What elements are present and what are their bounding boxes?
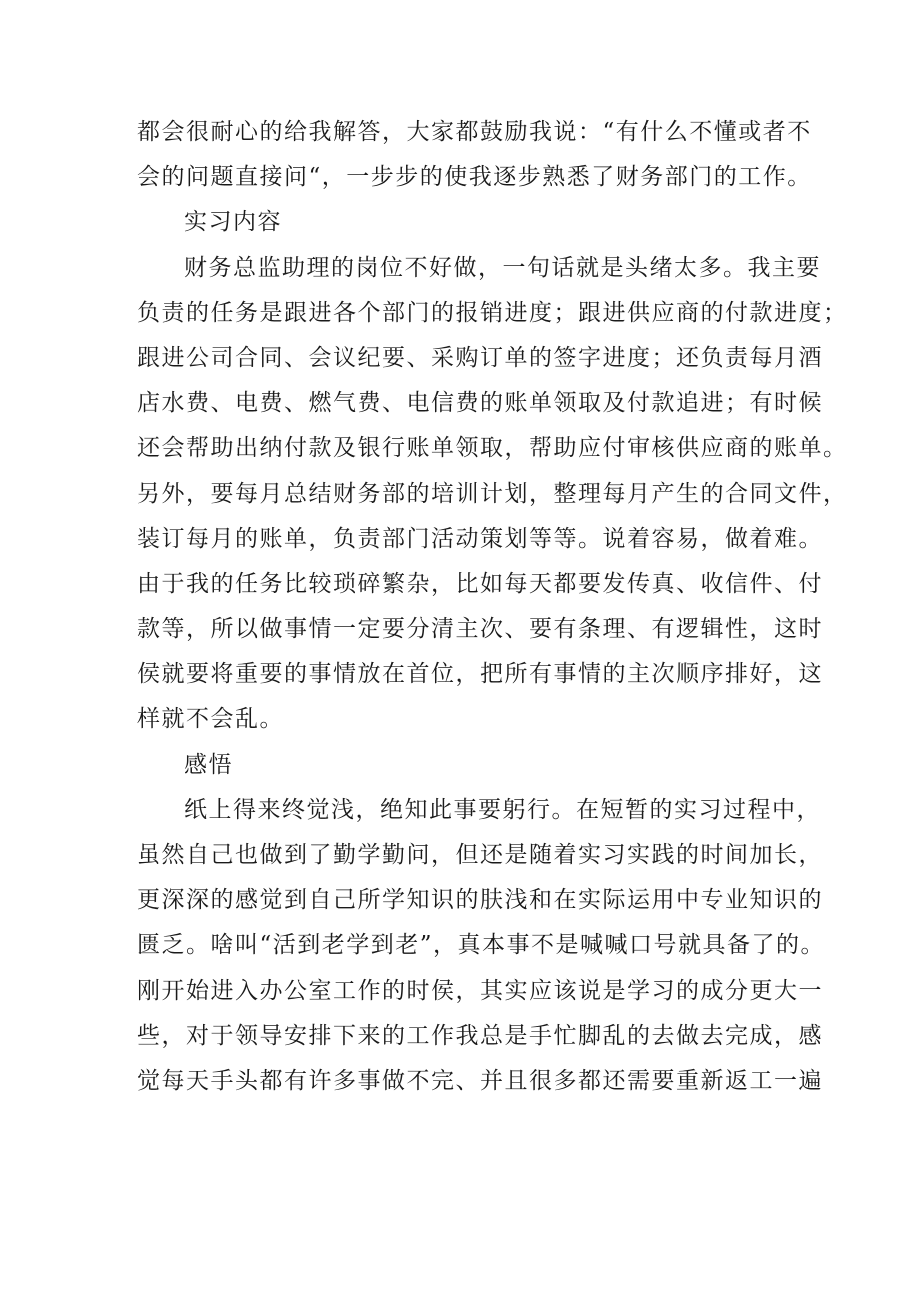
paragraph-line: 纸上得来终觉浅，绝知此事要躬行。在短暂的实习过程中，	[184, 796, 821, 823]
paragraph-line: 负责的任务是跟进各个部门的报销进度；跟进供应商的付款进度；	[137, 299, 848, 326]
paragraph-line: 另外，要每月总结财务部的培训计划，整理每月产生的合同文件，	[137, 480, 848, 507]
paragraph-line: 样就不会乱。	[137, 706, 284, 733]
paragraph-line: 财务总监助理的岗位不好做，一句话就是头绪太多。我主要	[184, 254, 821, 281]
paragraph-line: 匮乏。啥叫“活到老学到老”，真本事不是喊喊口号就具备了的。	[137, 932, 826, 959]
document-body	[137, 110, 848, 1104]
paragraph-line: 由于我的任务比较琐碎繁杂，比如每天都要发传真、收信件、付	[137, 570, 823, 597]
paragraph-line: 店水费、电费、燃气费、电信费的账单领取及付款追进；有时候	[137, 390, 823, 417]
paragraph-line: 还会帮助出纳付款及银行账单领取，帮助应付审核供应商的账单。	[137, 435, 848, 462]
paragraph-line: 更深深的感觉到自己所学知识的肤浅和在实际运用中专业知识的	[137, 887, 823, 914]
paragraph-line: 觉每天手头都有许多事做不完、并且很多都还需要重新返工一遍	[137, 1067, 823, 1094]
paragraph-line: 刚开始进入办公室工作的时侯，其实应该说是学习的成分更大一	[137, 977, 823, 1004]
paragraph-line: 些，对于领导安排下来的工作我总是手忙脚乱的去做去完成，感	[137, 1022, 823, 1049]
paragraph-line: 都会很耐心的给我解答，大家都鼓励我说：“有什么不懂或者不	[137, 119, 812, 145]
paragraph-line: 虽然自己也做到了勤学勤问，但还是随着实习实践的时间加长，	[137, 842, 823, 868]
paragraph-line: 装订每月的账单，负责部门活动策划等等。说着容易，做着难。	[137, 525, 823, 552]
section-heading-reflection: 感悟	[184, 751, 233, 778]
paragraph-line: 会的问题直接问“，一步步的使我逐步熟悉了财务部门的工作。	[137, 164, 812, 191]
paragraph-line: 跟进公司合同、会议纪要、采购订单的签字进度；还负责每月酒	[137, 344, 823, 371]
paragraph-line: 侯就要将重要的事情放在首位，把所有事情的主次顺序排好，这	[137, 661, 823, 688]
paragraph-line: 款等，所以做事情一定要分清主次、要有条理、有逻辑性，这时	[137, 616, 823, 643]
section-heading-internship: 实习内容	[184, 209, 282, 236]
